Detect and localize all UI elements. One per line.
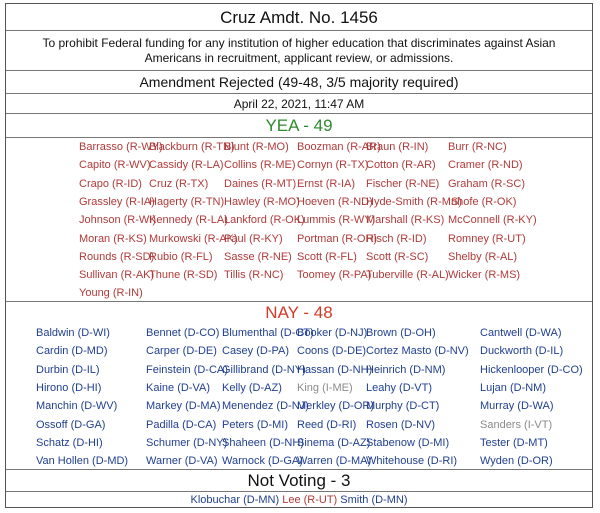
vote-record-card xyxy=(5,3,593,508)
yea-senator: Risch (R-ID) xyxy=(366,232,427,245)
yea-senator: Murkowski (R-AK) xyxy=(149,232,238,245)
yea-senator: Daines (R-MT) xyxy=(224,177,297,190)
yea-senator: Tillis (R-NC) xyxy=(224,269,284,282)
yea-senator: Rubio (R-FL) xyxy=(149,250,213,263)
nay-senator: Wyden (D-OR) xyxy=(480,455,553,468)
yea-senator: Wicker (R-MS) xyxy=(448,269,521,282)
yea-senator: Blunt (R-MO) xyxy=(224,141,289,153)
yea-senator: Paul (R-KY) xyxy=(224,232,283,245)
yea-senator: Scott (R-FL) xyxy=(297,250,357,263)
yea-senator: Capito (R-WV) xyxy=(79,159,151,172)
nay-senator: Casey (D-PA) xyxy=(222,345,290,358)
nay-senator: Stabenow (D-MI) xyxy=(366,436,450,449)
nay-senator: Lujan (D-NM) xyxy=(480,381,547,394)
nay-senator: Rosen (D-NV) xyxy=(366,418,436,431)
not-voting-list xyxy=(6,492,592,508)
not-voting-senator: Smith (D-MN) xyxy=(340,494,408,506)
yea-heading: YEA - 49 xyxy=(6,114,592,138)
yea-senator: Hoeven (R-ND) xyxy=(297,195,373,208)
nay-senator: Ossoff (D-GA) xyxy=(36,418,106,431)
yea-senator: Graham (R-SC) xyxy=(448,177,526,190)
nay-senator: Hassan (D-NH) xyxy=(297,363,373,376)
nay-senator: Markey (D-MA) xyxy=(146,400,221,413)
not-voting-senator: Klobuchar (D-MN) xyxy=(190,494,280,506)
yea-senator: Sullivan (R-AK) xyxy=(79,269,155,282)
yea-senator: Sasse (R-NE) xyxy=(224,250,292,263)
yea-senator: Grassley (R-IA) xyxy=(79,195,155,208)
nay-senator: Shaheen (D-NH) xyxy=(222,436,304,449)
yea-senator: Hawley (R-MO) xyxy=(224,195,300,208)
yea-senator: Moran (R-KS) xyxy=(79,232,147,245)
yea-senator: Inhofe (R-OK) xyxy=(448,195,517,208)
nay-senator: Merkley (D-OR) xyxy=(297,400,374,413)
yea-senator: Braun (R-IN) xyxy=(366,141,429,153)
nay-senator: Van Hollen (D-MD) xyxy=(36,455,129,468)
nay-senator: Cortez Masto (D-NV) xyxy=(366,345,469,358)
yea-senator: Cassidy (R-LA) xyxy=(149,159,224,172)
nay-senator: Murray (D-WA) xyxy=(480,400,554,413)
nay-list xyxy=(6,324,592,470)
yea-senator: Boozman (R-AR) xyxy=(297,141,381,153)
yea-senator: Rounds (R-SD) xyxy=(79,250,155,263)
nay-senator: Kelly (D-AZ) xyxy=(222,381,282,394)
nay-senator: Brown (D-OH) xyxy=(366,327,436,339)
nay-senator: Padilla (D-CA) xyxy=(146,418,217,431)
nay-senator: Kaine (D-VA) xyxy=(146,381,210,394)
nay-senator: Leahy (D-VT) xyxy=(366,381,433,394)
amendment-title: Cruz Amdt. No. 1456 xyxy=(6,4,592,31)
yea-senator: Lummis (R-WY) xyxy=(297,214,376,227)
nay-senator: Schumer (D-NY) xyxy=(146,436,228,449)
nay-senator: Tester (D-MT) xyxy=(480,436,548,449)
yea-senator: McConnell (R-KY) xyxy=(448,214,537,227)
nay-senator: Warnock (D-GA) xyxy=(222,455,303,468)
yea-senator: Hyde-Smith (R-MS) xyxy=(366,195,462,208)
nay-senator: Reed (D-RI) xyxy=(297,418,357,431)
not-voting-senator: Lee (R-UT) xyxy=(282,494,338,506)
yea-senator: Hagerty (R-TN) xyxy=(149,195,225,208)
nay-senator: Warren (D-MA) xyxy=(297,455,372,468)
nay-senator: Blumenthal (D-CT) xyxy=(222,327,314,339)
nay-senator: Duckworth (D-IL) xyxy=(480,345,564,358)
yea-senator: Young (R-IN) xyxy=(79,287,143,300)
yea-senator: Johnson (R-WI) xyxy=(79,214,157,227)
nay-senator: Baldwin (D-WI) xyxy=(36,327,110,339)
nay-senator: Warner (D-VA) xyxy=(146,455,218,468)
nay-senator: Schatz (D-HI) xyxy=(36,436,103,449)
yea-senator: Ernst (R-IA) xyxy=(297,177,356,190)
yea-senator: Lankford (R-OK) xyxy=(224,214,305,227)
yea-senator: Thune (R-SD) xyxy=(149,269,218,282)
nay-senator: Coons (D-DE) xyxy=(297,345,367,358)
yea-senator: Scott (R-SC) xyxy=(366,250,429,263)
nay-senator: Carper (D-DE) xyxy=(146,345,217,358)
yea-senator: Romney (R-UT) xyxy=(448,232,526,245)
yea-senator: Portman (R-OH) xyxy=(297,232,378,245)
yea-senator: Toomey (R-PA) xyxy=(297,269,372,282)
yea-list xyxy=(6,138,592,302)
nay-senator: Feinstein (D-CA) xyxy=(146,363,228,376)
yea-senator: Crapo (R-ID) xyxy=(79,177,142,190)
nay-heading: NAY - 48 xyxy=(265,303,333,322)
yea-senator: Burr (R-NC) xyxy=(448,141,507,153)
nay-senator: Hickenlooper (D-CO) xyxy=(480,363,583,376)
yea-senator: Collins (R-ME) xyxy=(224,159,296,172)
yea-senator: Shelby (R-AL) xyxy=(448,250,518,263)
amendment-description: To prohibit Federal funding for any institution of higher education that discriminates against Asian Americans in recruitment, applicant review, or admissions. xyxy=(6,31,592,71)
nay-senator: Hirono (D-HI) xyxy=(36,381,102,394)
yea-senator: Cramer (R-ND) xyxy=(448,159,523,172)
nay-senator: Bennet (D-CO) xyxy=(146,327,220,339)
vote-result: Amendment Rejected (49-48, 3/5 majority required) xyxy=(6,71,592,94)
yea-senator: Cornyn (R-TX) xyxy=(297,159,369,172)
nay-senator: Gillibrand (D-NY) xyxy=(222,363,306,376)
nay-senator: Murphy (D-CT) xyxy=(366,400,440,413)
nay-senator: Manchin (D-WV) xyxy=(36,400,118,413)
nay-senator: Peters (D-MI) xyxy=(222,418,288,431)
nay-senator: Cardin (D-MD) xyxy=(36,345,108,358)
vote-date: April 22, 2021, 11:47 AM xyxy=(6,94,592,114)
nay-senator: Durbin (D-IL) xyxy=(36,363,100,376)
yea-senator: Cotton (R-AR) xyxy=(366,159,436,172)
nay-senator: Menendez (D-NJ) xyxy=(222,400,309,413)
yea-senator: Kennedy (R-LA) xyxy=(149,214,228,227)
nay-senator: Cantwell (D-WA) xyxy=(480,327,562,339)
nay-senator: Sanders (I-VT) xyxy=(480,418,553,431)
not-voting-heading: Not Voting - 3 xyxy=(6,470,592,492)
nay-senator: Whitehouse (D-RI) xyxy=(366,455,458,468)
nay-senator: Booker (D-NJ) xyxy=(297,327,368,339)
yea-senator: Blackburn (R-TN) xyxy=(149,141,235,153)
nay-senator: Heinrich (D-NM) xyxy=(366,363,446,376)
yea-senator: Marshall (R-KS) xyxy=(366,214,445,227)
nay-senator: King (I-ME) xyxy=(297,381,353,394)
nay-senator: Sinema (D-AZ) xyxy=(297,436,371,449)
yea-senator: Tuberville (R-AL) xyxy=(366,269,449,282)
yea-senator: Fischer (R-NE) xyxy=(366,177,440,190)
yea-senator: Barrasso (R-WY) xyxy=(79,141,163,153)
yea-senator: Cruz (R-TX) xyxy=(149,177,209,190)
